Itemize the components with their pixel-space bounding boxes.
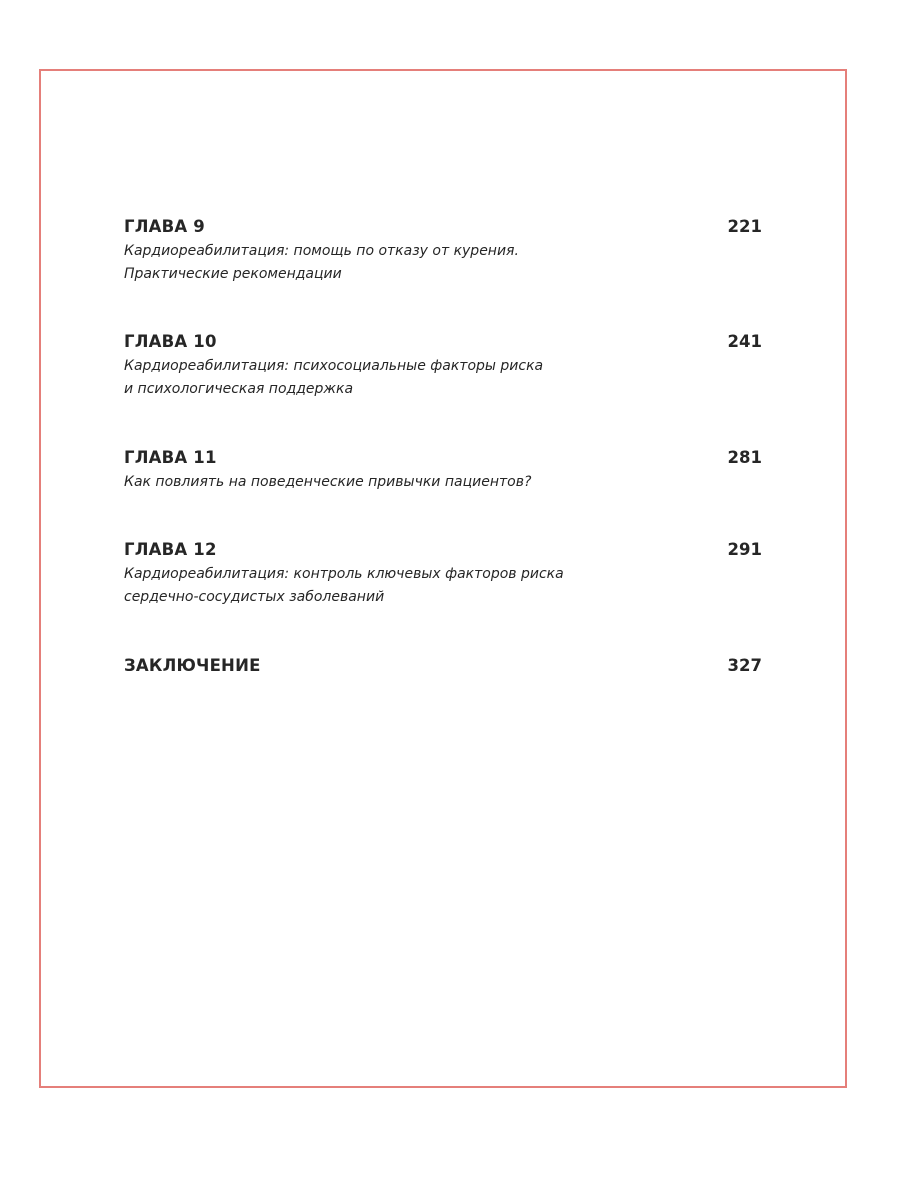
toc-entry-title: ГЛАВА 10 (124, 332, 217, 351)
toc-entry-subtitle-line: и психологическая поддержка (124, 381, 354, 397)
toc-entry-page-number: 241 (727, 332, 762, 351)
toc-entry-subtitle (124, 240, 762, 286)
toc-entry-subtitle-line: сердечно-сосудистых заболеваний (124, 589, 385, 605)
toc-entry-head (124, 216, 762, 238)
toc-entry-title: ГЛАВА 9 (124, 217, 205, 236)
toc-entry-subtitle-line: Кардиореабилитация: контроль ключевых факторов риска (124, 566, 564, 582)
toc-entry-subtitle (124, 563, 762, 609)
toc-entry-page-number: 327 (727, 656, 762, 675)
toc-entry-title: ГЛАВА 12 (124, 540, 217, 559)
toc-entry-subtitle-line: Как повлиять на поведенческие привычки пациентов? (124, 474, 532, 490)
toc-entry-page-number: 291 (727, 540, 762, 559)
toc-entry-subtitle-line: Кардиореабилитация: психосоциальные факторы риска (124, 358, 544, 374)
toc-entry-head (124, 331, 762, 353)
toc-entry-chapter-11[interactable] (124, 447, 762, 494)
toc-entry-head (124, 655, 762, 677)
toc-entry-chapter-10[interactable] (124, 331, 762, 401)
toc-entry-chapter-12[interactable] (124, 539, 762, 609)
toc-entry-subtitle (124, 471, 762, 494)
toc-entry-chapter-9[interactable] (124, 216, 762, 286)
toc-entry-subtitle (124, 355, 762, 401)
toc-entry-head (124, 539, 762, 561)
toc-entry-page-number: 281 (727, 448, 762, 467)
toc-entry-title: ЗАКЛЮЧЕНИЕ (124, 656, 261, 675)
toc-entry-subtitle-line: Практические рекомендации (124, 266, 342, 282)
toc-entry-subtitle-line: Кардиореабилитация: помощь по отказу от курения. (124, 243, 519, 259)
toc-entry-conclusion[interactable] (124, 655, 762, 677)
toc-entry-head (124, 447, 762, 469)
toc-entry-page-number: 221 (727, 217, 762, 236)
toc-entry-title: ГЛАВА 11 (124, 448, 217, 467)
